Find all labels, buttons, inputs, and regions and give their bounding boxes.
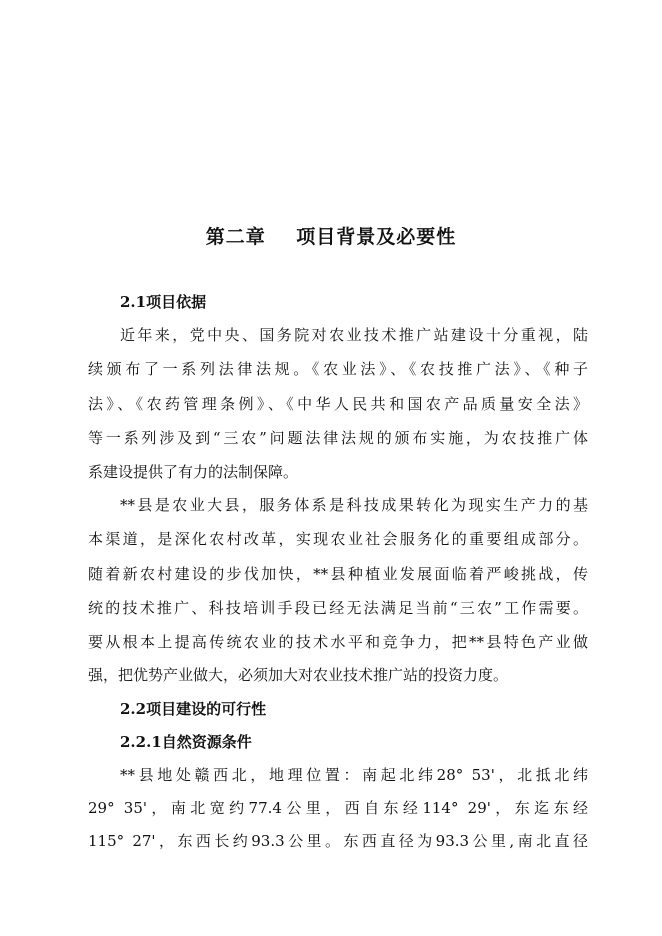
paragraph-line: 要从根本上提高传统农业的技术水平和竞争力，把**县特色产业做 xyxy=(88,633,588,651)
paragraph-line: 强，把优势产业做大，必须加大对农业技术推广站的投资力度。 xyxy=(88,666,509,684)
paragraph-line: 统的技术推广、科技培训手段已经无法满足当前“三农”工作需要。 xyxy=(88,599,588,617)
paragraph-line: 115° 27'，东西长约93.3公里。东西直径为93.3公里,南北直径 xyxy=(88,832,588,850)
paragraph-line: 系建设提供了有力的法制保障。 xyxy=(88,463,299,481)
section-heading-2-1: 2.1项目依据 xyxy=(120,293,207,311)
chapter-title: 第二章 项目背景及必要性 xyxy=(205,226,457,248)
section-heading-2-2: 2.2项目建设的可行性 xyxy=(120,700,267,718)
paragraph-line: 法》、《农药管理条例》、《中华人民共和国农产品质量安全法》 xyxy=(88,395,588,413)
section-heading-2-2-1: 2.2.1自然资源条件 xyxy=(120,733,252,751)
paragraph-line: 等一系列涉及到“三农”问题法律法规的颁布实施，为农技推广体 xyxy=(88,429,588,447)
paragraph-line: 近年来，党中央、国务院对农业技术推广站建设十分重视，陆 xyxy=(120,326,588,344)
paragraph-line: **县是农业大县，服务体系是科技成果转化为现实生产力的基 xyxy=(120,496,588,514)
paragraph-line: 随着新农村建设的步伐加快，**县种植业发展面临着严峻挑战，传 xyxy=(88,565,588,583)
paragraph-line: 本渠道，是深化农村改革，实现农业社会服务化的重要组成部分。 xyxy=(88,530,588,548)
paragraph-line: 续颁布了一系列法律法规。《农业法》、《农技推广法》、《种子 xyxy=(88,360,588,378)
paragraph-line: 29° 35'，南北宽约77.4公里，西自东经114° 29'，东迄东经 xyxy=(88,799,588,817)
paragraph-line: **县地处赣西北，地理位置：南起北纬28° 53'，北抵北纬 xyxy=(120,766,588,784)
